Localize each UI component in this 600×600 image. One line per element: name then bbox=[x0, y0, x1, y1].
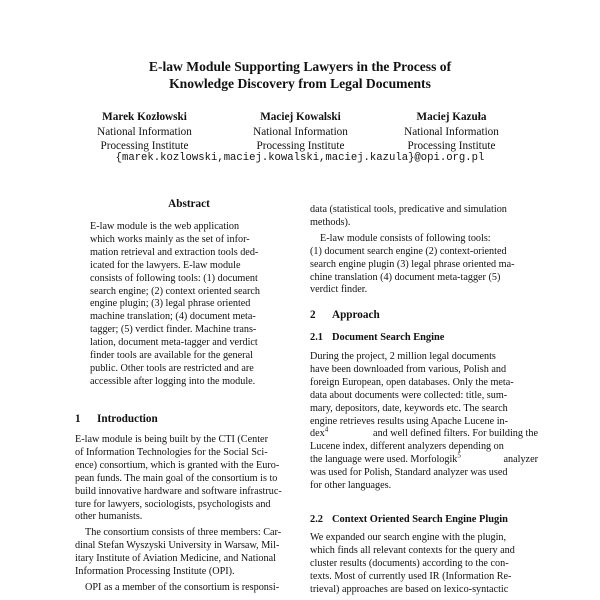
author-3 bbox=[394, 110, 509, 154]
text-fragment: dex bbox=[310, 428, 325, 440]
title-line-2: Knowledge Discovery from Legal Documents bbox=[169, 76, 431, 91]
text-fragment: and well defined filters. For building the bbox=[373, 428, 538, 440]
intro-line: The consortium consists of three members: Car- bbox=[85, 527, 282, 539]
section-title: Approach bbox=[332, 309, 380, 321]
body-line: (1) document search engine (2) context-oriented bbox=[310, 245, 507, 257]
subsection-heading bbox=[310, 332, 538, 343]
author-name: Maciej Kazuła bbox=[416, 111, 487, 123]
abstract-line: lation, document meta-tagger and verdict bbox=[90, 337, 258, 349]
intro-line: Information Processing Institute (OPI). bbox=[75, 566, 235, 578]
abstract-line: consists of following tools: (1) document bbox=[90, 272, 258, 284]
section-introduction bbox=[75, 413, 303, 425]
abstract-line: engine plugin; (3) legal phrase oriented bbox=[90, 298, 251, 310]
abstract-line: accessible after logging into the module. bbox=[90, 375, 256, 387]
body-line: We expanded our search engine with the plugin, bbox=[310, 532, 507, 543]
intro-line: itary Institute of Aviation Medicine, and National bbox=[75, 553, 276, 565]
subsection-context-oriented-search bbox=[310, 514, 538, 525]
author-emails: {marek.kozlowski,maciej.kowalski,maciej.kazula}@opi.org.pl bbox=[115, 152, 485, 164]
body-line: texts. Most of currently used IR (Information Re- bbox=[310, 570, 512, 582]
intro-line: pean funds. The main goal of the consortium is to bbox=[75, 472, 278, 484]
body-line bbox=[310, 428, 538, 441]
subsection-2-2-body bbox=[310, 532, 538, 597]
body-line: mary, depositors, date, keywords etc. The search bbox=[310, 402, 508, 414]
body-line: methods). bbox=[310, 216, 351, 228]
body-line: cluster results (documents) according to the con- bbox=[310, 557, 509, 569]
body-line: which finds all relevant contexts for the query and bbox=[310, 544, 515, 556]
section-heading bbox=[310, 309, 538, 321]
footnote-marker: 4 bbox=[324, 426, 329, 435]
subsection-number: 2.2 bbox=[310, 514, 323, 525]
abstract-body bbox=[90, 221, 288, 389]
intro-line: E-law module is being built by the CTI (Center bbox=[75, 434, 268, 445]
abstract-heading: Abstract bbox=[168, 198, 210, 210]
author-name: Marek Kozłowski bbox=[102, 111, 187, 123]
body-line: E-law module consists of following tools: bbox=[320, 232, 491, 244]
section-number: 1 bbox=[75, 413, 81, 425]
abstract-line: which works mainly as the set of infor- bbox=[90, 233, 250, 245]
body-line: trieval) approaches are based on lexico-syntactic bbox=[310, 583, 509, 595]
author-affiliation-line-2: Processing Institute bbox=[100, 140, 189, 152]
body-line: data (statistical tools, predicative and simulation bbox=[310, 204, 507, 215]
abstract-line: tagger; (5) verdict finder. Machine trans- bbox=[90, 324, 257, 336]
author-name: Maciej Kowalski bbox=[260, 111, 341, 123]
body-line: chine translation (4) document meta-tagger (5) bbox=[310, 271, 501, 283]
author-affiliation-line-2: Processing Institute bbox=[256, 140, 345, 152]
section-number: 2 bbox=[310, 309, 316, 321]
author-2 bbox=[243, 110, 358, 154]
abstract-line: finder tools are available for the general bbox=[90, 350, 253, 362]
section-title: Introduction bbox=[97, 413, 158, 425]
intro-line: dinal Stefan Wyszyski University in Warsaw, Mil- bbox=[75, 540, 280, 552]
body-line: foreign European, open databases. Only the meta- bbox=[310, 376, 514, 388]
body-line: verdict finder. bbox=[310, 284, 368, 296]
intro-line: build innovative hardware and software infrastruc- bbox=[75, 485, 282, 497]
intro-line: ture for lawyers, sociologists, psychologists and bbox=[75, 498, 271, 510]
author-affiliation-line-1: National Information bbox=[404, 125, 499, 138]
introduction-body bbox=[75, 434, 303, 595]
author-1 bbox=[87, 110, 202, 154]
body-line: have been downloaded from various, Polish and bbox=[310, 363, 507, 375]
body-line: data about documents were collected: title, sum- bbox=[310, 389, 508, 401]
abstract-line: machine translation; (4) document meta- bbox=[90, 311, 256, 323]
body-line bbox=[310, 451, 538, 467]
intro-line: ence) consortium, which is granted with the Euro- bbox=[75, 459, 280, 471]
subsection-title: Context Oriented Search Engine Plugin bbox=[332, 514, 508, 525]
abstract-line: icated for the lawyers. E-law module bbox=[90, 259, 241, 271]
subsection-document-search-engine bbox=[310, 332, 538, 343]
title-line-1: E-law Module Supporting Lawyers in the Process of bbox=[148, 59, 452, 74]
body-line: was used for Polish, Standard analyzer was used bbox=[310, 467, 508, 479]
body-line: engine retrieves results using Apache Lucene in- bbox=[310, 415, 509, 427]
subsection-title: Document Search Engine bbox=[332, 332, 445, 343]
body-line: for other languages. bbox=[310, 480, 392, 492]
intro-line: OPI as a member of the consortium is responsi- bbox=[85, 581, 280, 593]
subsection-2-1-body bbox=[310, 351, 538, 493]
section-approach bbox=[310, 309, 538, 321]
text-fragment: analyzer bbox=[503, 454, 538, 466]
author-affiliation-line-1: National Information bbox=[97, 125, 192, 138]
author-affiliation-line-2: Processing Institute bbox=[407, 140, 496, 152]
subsection-heading bbox=[310, 514, 538, 525]
section-heading bbox=[75, 413, 303, 425]
intro-line: other humanists. bbox=[75, 511, 143, 523]
body-line: search engine plugin (3) legal phrase oriented ma- bbox=[310, 258, 515, 270]
right-column-continuation bbox=[310, 204, 538, 297]
subsection-number: 2.1 bbox=[310, 332, 323, 343]
abstract-line: public. Other tools are restricted and are bbox=[90, 362, 254, 374]
text-fragment: the language were used. Morfologik bbox=[310, 454, 458, 466]
author-affiliation-line-1: National Information bbox=[253, 125, 348, 138]
body-line: Lucene index, different analyzers depending on bbox=[310, 441, 504, 453]
abstract-line: E-law module is the web application bbox=[90, 221, 240, 232]
intro-line: of Information Technologies for the Social Sci- bbox=[75, 446, 268, 458]
abstract-line: mation retrieval and extraction tools ded- bbox=[90, 246, 259, 258]
paper-title bbox=[0, 58, 600, 92]
body-line: During the project, 2 million legal documents bbox=[310, 351, 496, 362]
abstract-line: search engine; (2) context oriented search bbox=[90, 285, 260, 297]
footnote-marker: 5 bbox=[457, 451, 461, 460]
